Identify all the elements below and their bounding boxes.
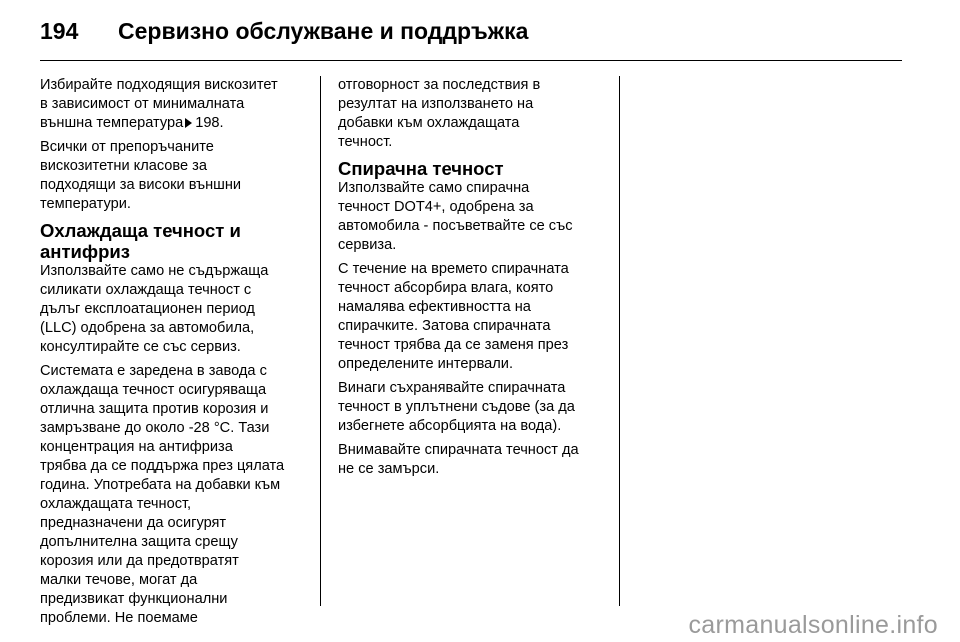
page-number: 194 <box>40 18 79 44</box>
text-line: трябва да се поддържа през цялата <box>40 458 285 474</box>
text-line: добавки към охлаждащата <box>338 115 520 131</box>
paragraph-coolant-type <box>40 262 308 357</box>
text-line: течност трябва да се заменя през <box>338 337 569 353</box>
paragraph-brake-fluid-contamination <box>338 441 606 479</box>
paragraph-responsibility <box>338 76 606 152</box>
text-line <box>40 114 308 133</box>
text-line: допълнителна защита срещу <box>40 534 238 550</box>
header-divider <box>40 60 902 61</box>
text-line: течност в уплътнени съдове (за да <box>338 399 575 415</box>
watermark-text: carmanualsonline.info <box>688 611 938 639</box>
heading-line: Охлаждаща течност и <box>40 220 241 241</box>
section-heading-coolant <box>40 220 308 262</box>
page-header <box>40 14 920 54</box>
text-line: консултирайте се със сервиз. <box>40 339 241 355</box>
text-line: резултат на използването на <box>338 96 534 112</box>
text-line: намалява ефективността на <box>338 299 531 315</box>
text-line: година. Употребата на добавки към <box>40 477 281 493</box>
paragraph-viscosity-classes <box>40 138 308 214</box>
text-line: Всички от препоръчаните <box>40 139 214 155</box>
column-divider <box>619 76 620 606</box>
text-column-middle <box>338 76 606 484</box>
text-line: проблеми. Не поемаме <box>40 610 198 626</box>
text-line: не се замърси. <box>338 461 440 477</box>
text-line: течност DOT4+, одобрена за <box>338 199 534 215</box>
text-line: в зависимост от минималната <box>40 96 245 112</box>
text-line: корозия или да предотвратят <box>40 553 239 569</box>
text-line: Използвайте само не съдържаща <box>40 263 269 279</box>
paragraph-coolant-system <box>40 362 308 628</box>
text-line: силикати охлаждаща течност с <box>40 282 252 298</box>
text-line: спирачките. Затова спирачната <box>338 318 551 334</box>
text-line: сервиза. <box>338 237 397 253</box>
heading-line: Спирачна течност <box>338 158 504 179</box>
triangle-right-icon <box>185 118 192 128</box>
text-line: Системата е заредена в завода с <box>40 363 267 379</box>
text-column-left <box>40 76 308 633</box>
text-line: вискозитетни класове за <box>40 158 207 174</box>
text-line: отговорност за последствия в <box>338 77 541 93</box>
text-line: С течение на времето спирачната <box>338 261 569 277</box>
text-line: температури. <box>40 196 131 212</box>
text-line: Избирайте подходящия вискозитет <box>40 77 278 93</box>
text-line: отлична защита против корозия и <box>40 401 269 417</box>
text-line: Винаги съхранявайте спирачната <box>338 380 566 396</box>
text-line: замръзване до около -28 °C. Тази <box>40 420 270 436</box>
page-title: Сервизно обслужване и поддръжка <box>118 18 529 44</box>
text-line: предназначени да осигурят <box>40 515 227 531</box>
text-line: течност. <box>338 134 393 150</box>
paragraph-brake-fluid-storage <box>338 379 606 436</box>
text-line: охлаждаща течност осигуряваща <box>40 382 267 398</box>
paragraph-brake-fluid-type <box>338 179 606 255</box>
text-fragment: външна температура <box>40 115 184 131</box>
section-heading-brake-fluid <box>338 158 606 179</box>
text-line: охлаждащата течност, <box>40 496 192 512</box>
text-line: подходящи за високи външни <box>40 177 242 193</box>
paragraph-brake-fluid-moisture <box>338 260 606 374</box>
column-divider <box>320 76 321 606</box>
text-line: Внимавайте спирачната течност да <box>338 442 579 458</box>
text-line: автомобила - посъветвайте се със <box>338 218 573 234</box>
text-line: избегнете абсорбцията на вода). <box>338 418 562 434</box>
text-line: течност абсорбира влага, която <box>338 280 554 296</box>
text-line: Използвайте само спирачна <box>338 180 530 196</box>
text-line: определените интервали. <box>338 356 514 372</box>
paragraph-viscosity <box>40 76 308 133</box>
text-line: дълъг експлоатационен период <box>40 301 255 317</box>
text-line: малки течове, могат да <box>40 572 198 588</box>
heading-line: антифриз <box>40 241 130 262</box>
page-reference-link[interactable]: 198. <box>195 115 224 131</box>
text-line: концентрация на антифриза <box>40 439 233 455</box>
text-line: предизвикат функционални <box>40 591 228 607</box>
text-line: (LLC) одобрена за автомобила, <box>40 320 255 336</box>
